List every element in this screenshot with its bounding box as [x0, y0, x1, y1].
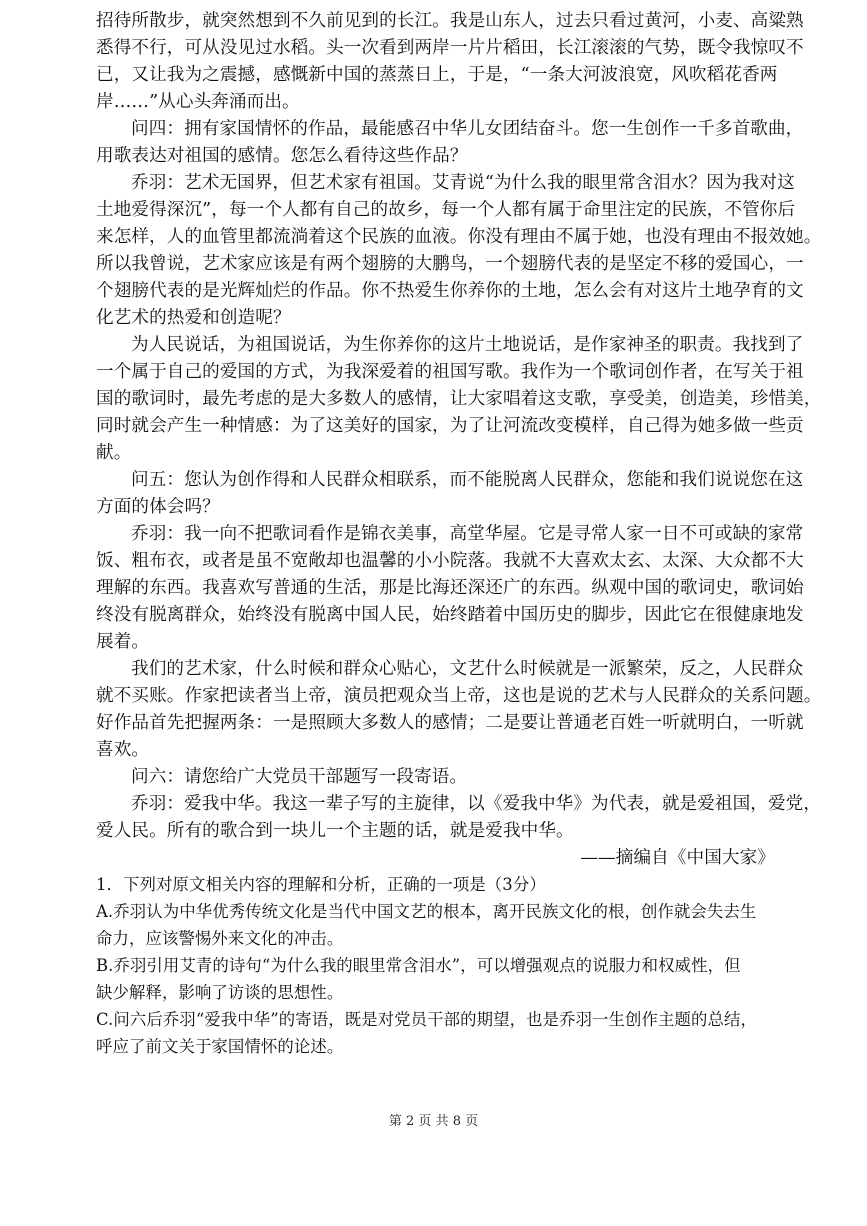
text-line: 展着。 — [96, 632, 150, 652]
text-line: 问六：请您给广大党员干部题写一段寄语。 — [131, 767, 468, 787]
text-line: 用歌表达对祖国的感情。您怎么看待这些作品？ — [96, 146, 468, 166]
text-line: 理解的东西。我喜欢写普通的生活，那是比海还深还广的东西。纵观中国的歌词史，歌词始 — [96, 578, 804, 598]
text-line: 化艺术的热爱和创造呢？ — [96, 308, 291, 328]
text-line: 问四：拥有家国情怀的作品，最能感召中华儿女团结奋斗。您一生创作一千多首歌曲， — [131, 119, 804, 139]
option-b: 缺少解释，影响了访谈的思想性。 — [96, 983, 344, 1002]
text-line: 同时就会产生一种情感：为了这美好的国家，为了让河流改变模样，自己得为她多做一些贡 — [96, 416, 804, 436]
text-line: 来怎样，人的血管里都流淌着这个民族的血液。你没有理由不属于她，也没有理由不报效她。 — [96, 227, 822, 247]
text-line: 乔羽：艺术无国界，但艺术家有祖国。艾青说“为什么我的眼里常含泪水？因为我对这 — [131, 173, 795, 193]
text-line: 饭、粗布衣，或者是虽不宽敞却也温馨的小小院落。我就不大喜欢太玄、太深、大众都不大 — [96, 551, 804, 571]
text-line: 方面的体会吗？ — [96, 497, 220, 517]
text-line: 岸……”从心头奔涌而出。 — [96, 92, 300, 112]
text-line: 乔羽：爱我中华。我这一辈子写的主旋律，以《爱我中华》为代表，就是爱祖国，爱党， — [131, 794, 822, 814]
text-line: 问五：您认为创作得和人民群众相联系，而不能脱离人民群众，您能和我们说说您在这 — [131, 470, 804, 490]
text-line: 所以我曾说，艺术家应该是有两个翅膀的大鹏鸟，一个翅膀代表的是坚定不移的爱国心，一 — [96, 254, 804, 274]
text-line: 悉得不行，可从没见过水稻。头一次看到两岸一片片稻田，长江滚滚的气势，既令我惊叹不 — [96, 38, 804, 58]
option-b: B.乔羽引用艾青的诗句“为什么我的眼里常含泪水”，可以增强观点的说服力和权威性，但 — [96, 956, 741, 975]
text-line: 国的歌词时，最先考虑的是大多数人的感情，让大家唱着这支歌，享受美，创造美，珍惜美， — [96, 389, 822, 409]
option-c: C.问六后乔羽“爱我中华”的寄语，既是对党员干部的期望，也是乔羽一生创作主题的总结， — [96, 1010, 757, 1029]
text-line: 为人民说话，为祖国说话，为生你养你的这片土地说话，是作家神圣的职责。我找到了 — [131, 335, 804, 355]
option-a: 命力，应该警惕外来文化的冲击。 — [96, 929, 344, 948]
text-line: 乔羽：我一向不把歌词看作是锦衣美事，高堂华屋。它是寻常人家一日不可或缺的家常 — [131, 524, 804, 544]
text-line: 土地爱得深沉”，每一个人都有自己的故乡，每一个人都有属于命里注定的民族，不管你后 — [96, 200, 796, 220]
text-line: 爱人民。所有的歌合到一块儿一个主题的话，就是爱我中华。 — [96, 821, 574, 841]
text-line: 一个属于自己的爱国的方式，为我深爱着的祖国写歌。我作为一个歌词创作者，在写关于祖 — [96, 362, 804, 382]
text-line: 个翅膀代表的是光辉灿烂的作品。你不热爱生你养你的土地，怎么会有对这片土地孕育的文 — [96, 281, 804, 301]
option-c: 呼应了前文关于家国情怀的论述。 — [96, 1037, 344, 1056]
text-line: 终没有脱离群众，始终没有脱离中国人民，始终踏着中国历史的脚步，因此它在很健康地发 — [96, 605, 804, 625]
text-line: 已，又让我为之震撼，感慨新中国的蒸蒸日上，于是，“一条大河波浪宽，风吹稻花香两 — [96, 65, 778, 85]
text-line: 就不买账。作家把读者当上帝，演员把观众当上帝，这也是说的艺术与人民群众的关系问题。 — [96, 686, 822, 706]
text-line: 献。 — [96, 443, 132, 463]
text-line: 喜欢。 — [96, 740, 150, 760]
question-stem: 1．下列对原文相关内容的理解和分析，正确的一项是（3分） — [96, 875, 546, 894]
source-attribution: ——摘编自《中国大家》 — [580, 848, 775, 868]
option-a: A.乔羽认为中华优秀传统文化是当代中国文艺的根本，离开民族文化的根，创作就会失去生 — [96, 902, 757, 921]
text-line: 我们的艺术家，什么时候和群众心贴心，文艺什么时候就是一派繁荣，反之，人民群众 — [131, 659, 804, 679]
text-line: 好作品首先把握两条：一是照顾大多数人的感情；二是要让普通老百姓一听就明白，一听就 — [96, 713, 804, 733]
text-line: 招待所散步，就突然想到不久前见到的长江。我是山东人，过去只看过黄河，小麦、高粱熟 — [96, 11, 804, 31]
page-number: 第 2 页 共 8 页 — [388, 1114, 479, 1129]
